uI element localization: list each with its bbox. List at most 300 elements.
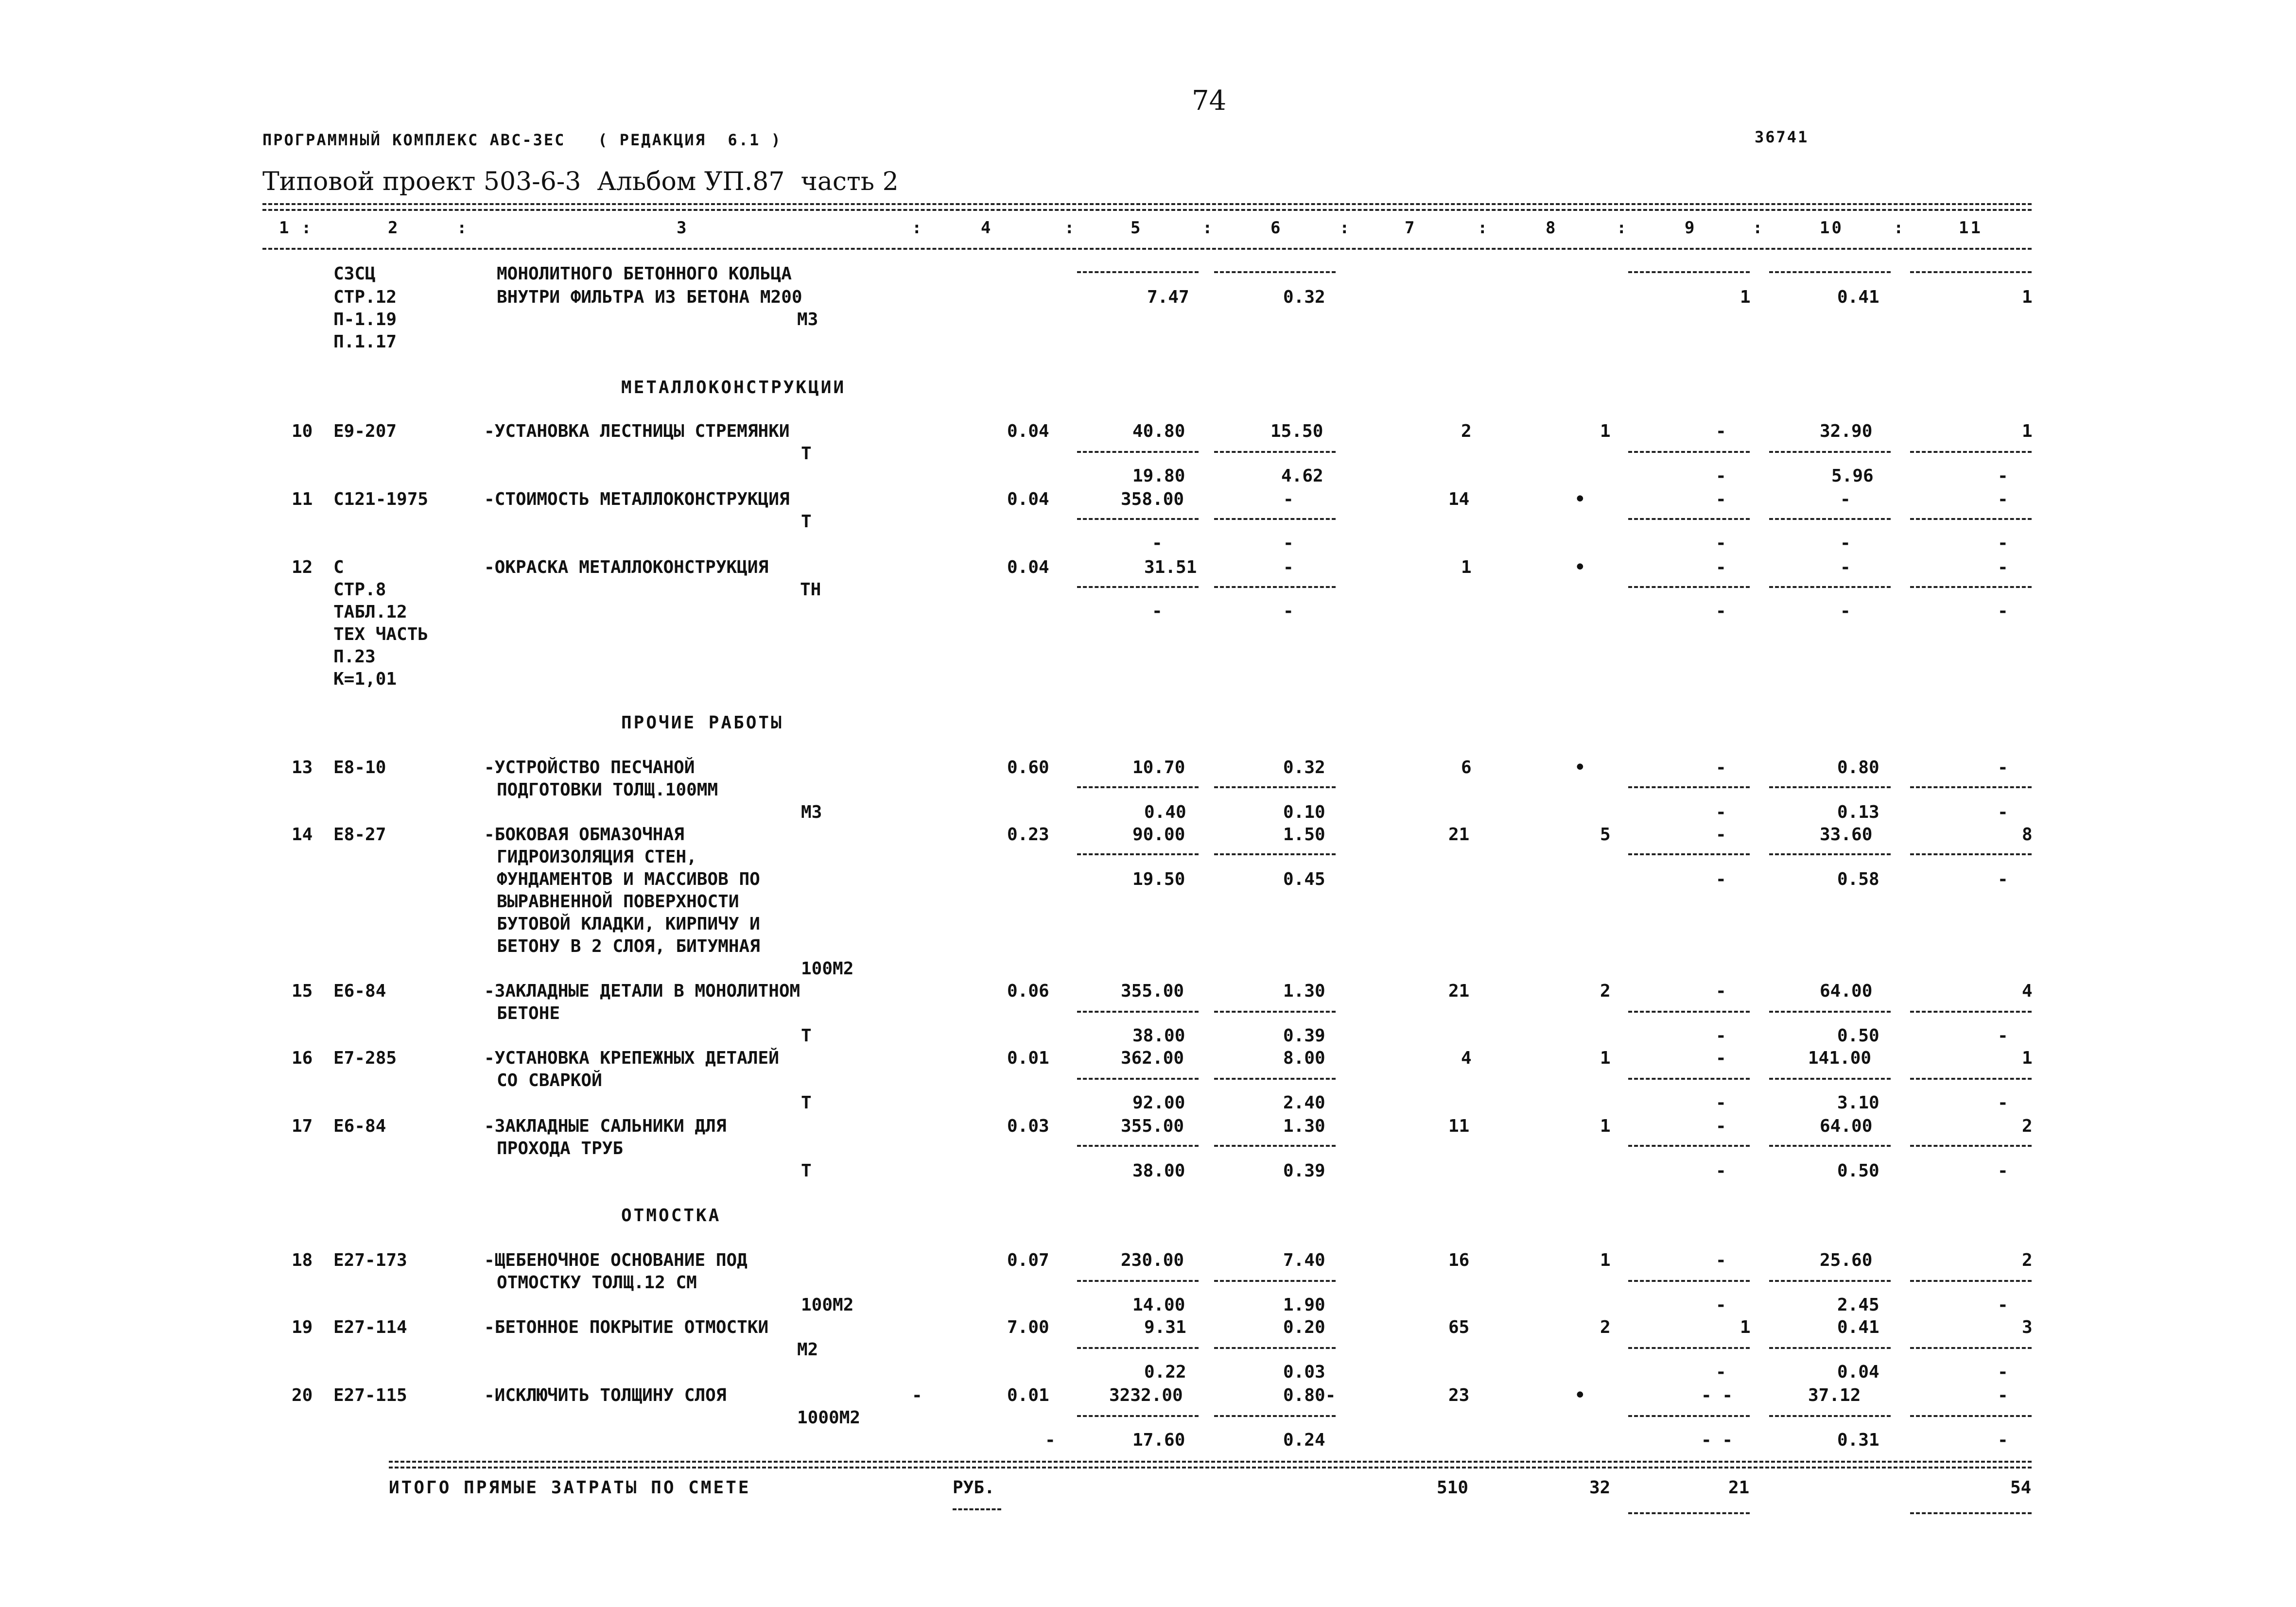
program-title: ПРОГРАММНЫЙ КОМПЛЕКС АВС-ЗЕС ( РЕДАКЦИЯ 6.1 ) — [262, 131, 782, 149]
cell: • — [1575, 557, 1585, 577]
cell: - — [1152, 533, 1163, 553]
cell: 0.04 — [1007, 557, 1049, 577]
document-code: 36741 — [1755, 128, 1809, 146]
cell-rule — [1628, 786, 1750, 788]
row-unit: 1000М2 — [797, 1408, 861, 1428]
total-unit: РУБ. — [953, 1478, 995, 1498]
cell: 7.40 — [1283, 1250, 1325, 1270]
row-description: -УСТАНОВКА ЛЕСТНИЦЫ СТРЕМЯНКИ — [484, 421, 790, 441]
row-number: 18 — [292, 1250, 313, 1270]
cell: • — [1575, 489, 1585, 509]
cell: 65 — [1448, 1317, 1470, 1337]
col-8: 8 — [1546, 218, 1558, 238]
cell-rule — [1910, 1415, 2032, 1417]
col-4: 4 — [981, 218, 993, 238]
cell: 10.70 — [1132, 758, 1185, 778]
cell: 2 — [1461, 421, 1472, 441]
cell: - — [1716, 1161, 1726, 1181]
cell-rule — [1628, 853, 1750, 855]
cell-rule — [1214, 1415, 1336, 1417]
col-7: 7 — [1405, 218, 1417, 238]
row-description: ПОДГОТОВКИ ТОЛЩ.100ММ — [497, 780, 718, 800]
cell: - — [1716, 1093, 1726, 1113]
cell: - — [1283, 601, 1294, 621]
col-1: 1 — [279, 218, 291, 238]
row-description: ОТМОСТКУ ТОЛЩ.12 СМ — [497, 1273, 697, 1293]
row-description: -СТОИМОСТЬ МЕТАЛЛОКОНСТРУКЦИЯ — [484, 489, 790, 509]
col-3: 3 — [677, 218, 689, 238]
cell: 1.30 — [1283, 1116, 1325, 1136]
header-top-rule-2 — [262, 209, 2032, 211]
cell-rule — [1910, 1347, 2032, 1349]
cell-rule — [1077, 1347, 1199, 1349]
cell-rule — [1769, 1347, 1891, 1349]
cell-rule — [1077, 1011, 1199, 1013]
row-code: СТР.8 — [333, 580, 386, 600]
section-heading: ПРОЧИЕ РАБОТЫ — [621, 713, 783, 733]
row-code: К=1,01 — [333, 669, 397, 689]
col-sep: : — [1064, 218, 1077, 238]
cell: 0.04 — [1007, 489, 1049, 509]
cell-rule — [1769, 451, 1891, 453]
cell: 0.20 — [1283, 1317, 1325, 1337]
cell: - — [1840, 489, 1851, 509]
cell: 17.60 — [1132, 1430, 1185, 1450]
project-title: Типовой проект 503-6-3 Альбом УП.87 часть 2 — [262, 167, 899, 196]
cell-rule — [1910, 1512, 2032, 1514]
row-description: -БОКОВАЯ ОБМАЗОЧНАЯ — [484, 825, 684, 845]
cell: 0.10 — [1283, 802, 1325, 822]
row-description: ВЫРАВНЕННОЙ ПОВЕРХНОСТИ — [497, 892, 739, 912]
cell-rule — [1769, 853, 1891, 855]
cell: 0.60 — [1007, 758, 1049, 778]
row-number: 14 — [292, 825, 313, 845]
cell-rule — [1910, 518, 2032, 520]
cell-rule — [1628, 1078, 1750, 1080]
cell: 2.45 — [1837, 1295, 1879, 1315]
cell-rule — [1077, 853, 1199, 855]
cell-rule — [1214, 853, 1336, 855]
cell: - — [1998, 869, 2008, 889]
cell: 11 — [1448, 1116, 1470, 1136]
cell: - — [1716, 1250, 1726, 1270]
cell: 1 — [2022, 287, 2033, 307]
cell: 92.00 — [1132, 1093, 1185, 1113]
col-sep: : — [1339, 218, 1352, 238]
cell: 19.80 — [1132, 466, 1185, 486]
row-description: БЕТОНЕ — [497, 1003, 560, 1023]
cell-rule — [1077, 1145, 1199, 1147]
row-number: 17 — [292, 1116, 313, 1136]
row-description: ПРОХОДА ТРУБ — [497, 1139, 624, 1158]
cell-rule — [1628, 271, 1750, 273]
cell: 64.00 — [1820, 981, 1873, 1001]
cell: 4.62 — [1281, 466, 1323, 486]
row-unit: М3 — [797, 310, 818, 329]
cell: 2.40 — [1283, 1093, 1325, 1113]
row-description: ВНУТРИ ФИЛЬТРА ИЗ БЕТОНА М200 — [497, 287, 802, 307]
cell-rule — [1769, 1011, 1891, 1013]
total-cell: 32 — [1589, 1478, 1611, 1498]
cell: - — [1998, 489, 2008, 509]
cell-rule — [1910, 586, 2032, 588]
cell: - — [1716, 557, 1726, 577]
cell: - — [1998, 533, 2008, 553]
cell: - — [1716, 601, 1726, 621]
cell: 0.80- — [1283, 1385, 1336, 1405]
cell: 7.00 — [1007, 1317, 1049, 1337]
row-number: 16 — [292, 1048, 313, 1068]
row-unit: Т — [801, 1026, 812, 1046]
cell: 23 — [1448, 1385, 1470, 1405]
cell: 8.00 — [1283, 1048, 1325, 1068]
col-11: 11 — [1959, 218, 1983, 238]
cell: - — [1283, 557, 1294, 577]
row-description: -БЕТОННОЕ ПОКРЫТИЕ ОТМОСТКИ — [484, 1317, 769, 1337]
cell: 19.50 — [1132, 869, 1185, 889]
cell: 0.03 — [1007, 1116, 1049, 1136]
cell: 31.51 — [1144, 557, 1197, 577]
cell: 0.40 — [1144, 802, 1186, 822]
cell: 40.80 — [1132, 421, 1185, 441]
row-code: ТЕХ ЧАСТЬ — [333, 624, 429, 644]
cell: 4 — [2022, 981, 2033, 1001]
totals-rule — [389, 1461, 2032, 1463]
row-number: 15 — [292, 981, 313, 1001]
cell: - — [1716, 533, 1726, 553]
row-unit: Т — [801, 1093, 812, 1113]
cell: - — [1998, 557, 2008, 577]
cell: 0.58 — [1837, 869, 1879, 889]
row-unit: М2 — [797, 1340, 818, 1360]
cell-rule — [1910, 853, 2032, 855]
cell: 0.04 — [1837, 1362, 1879, 1382]
cell-rule — [1077, 451, 1199, 453]
cell: 358.00 — [1121, 489, 1184, 509]
cell: - — [1998, 601, 2008, 621]
cell-rule — [1077, 518, 1199, 520]
cell: 21 — [1448, 981, 1470, 1001]
cell: 3.10 — [1837, 1093, 1879, 1113]
cell: - — [1840, 533, 1851, 553]
cell: - — [1998, 1026, 2008, 1046]
col-10: 10 — [1820, 218, 1844, 238]
cell: 0.39 — [1283, 1026, 1325, 1046]
cell: 1 — [1600, 421, 1611, 441]
cell: 38.00 — [1132, 1026, 1185, 1046]
cell: - — [1716, 1362, 1726, 1382]
row-code: Е9-207 — [333, 421, 397, 441]
cell: 0.03 — [1283, 1362, 1325, 1382]
header-top-rule — [262, 203, 2032, 205]
cell: - - — [1701, 1430, 1733, 1450]
row-description: -ЗАКЛАДНЫЕ ДЕТАЛИ В МОНОЛИТНОМ — [484, 981, 800, 1001]
cell: 7.47 — [1147, 287, 1189, 307]
row-description: -ЗАКЛАДНЫЕ САЛЬНИКИ ДЛЯ — [484, 1116, 727, 1136]
row-code: СЗСЦ — [333, 264, 376, 284]
cell: - — [1716, 466, 1726, 486]
cell-rule — [1910, 1078, 2032, 1080]
cell-rule — [1214, 1011, 1336, 1013]
cell: 1 — [1740, 287, 1751, 307]
row-code: ТАБЛ.12 — [333, 602, 407, 622]
cell: - — [1998, 758, 2008, 778]
cell: - — [1840, 601, 1851, 621]
cell: 25.60 — [1820, 1250, 1873, 1270]
cell: 9.31 — [1144, 1317, 1186, 1337]
cell-rule — [1628, 518, 1750, 520]
row-description: ФУНДАМЕНТОВ И МАССИВОВ ПО — [497, 869, 760, 889]
cell: - — [1716, 802, 1726, 822]
cell-rule — [1769, 1145, 1891, 1147]
row-code: Е27-114 — [333, 1317, 407, 1337]
cell: 3232.00 — [1109, 1385, 1183, 1405]
cell: 0.07 — [1007, 1250, 1049, 1270]
row-code: С — [333, 557, 344, 577]
cell-rule — [1214, 786, 1336, 788]
section-heading: МЕТАЛЛОКОНСТРУКЦИИ — [621, 378, 846, 397]
cell: - — [912, 1385, 922, 1405]
cell: 0.24 — [1283, 1430, 1325, 1450]
cell: 0.04 — [1007, 421, 1049, 441]
total-cell: 21 — [1728, 1478, 1750, 1498]
cell-rule — [1077, 586, 1199, 588]
cell-rule — [1214, 586, 1336, 588]
cell: • — [1575, 1385, 1585, 1405]
row-unit: ТН — [800, 580, 821, 600]
totals-rule-2 — [389, 1467, 2032, 1469]
cell-rule — [1769, 1078, 1891, 1080]
col-sep: : — [1617, 218, 1629, 238]
cell-rule — [1769, 518, 1891, 520]
cell: 1 — [1600, 1250, 1611, 1270]
cell: - — [1998, 466, 2008, 486]
cell: - — [1283, 533, 1294, 553]
cell: - — [1998, 1385, 2008, 1405]
cell-rule — [1769, 786, 1891, 788]
cell: 2 — [1600, 981, 1611, 1001]
cell: - — [1998, 1430, 2008, 1450]
cell-rule — [1628, 451, 1750, 453]
cell: 14 — [1448, 489, 1470, 509]
row-code: Е8-27 — [333, 825, 386, 845]
cell: 2 — [2022, 1250, 2033, 1270]
cell-rule — [1628, 1415, 1750, 1417]
cell-rule — [1769, 271, 1891, 273]
row-unit: М3 — [801, 802, 822, 822]
cell: 8 — [2022, 825, 2033, 845]
row-unit: 100М2 — [801, 959, 854, 979]
cell-rule — [1214, 1347, 1336, 1349]
row-unit: Т — [801, 1161, 812, 1181]
cell: - — [1998, 1362, 2008, 1382]
row-number: 11 — [292, 489, 313, 509]
cell: 1 — [1600, 1048, 1611, 1068]
row-description: -УСТРОЙСТВО ПЕСЧАНОЙ — [484, 758, 695, 778]
cell: - — [1283, 489, 1294, 509]
cell-rule — [1214, 518, 1336, 520]
cell: 0.32 — [1283, 287, 1325, 307]
row-unit: 100М2 — [801, 1295, 854, 1315]
cell: 14.00 — [1132, 1295, 1185, 1315]
row-unit: Т — [801, 512, 812, 532]
cell: - — [1998, 1093, 2008, 1113]
cell: 1 — [1461, 557, 1472, 577]
row-description: БЕТОНУ В 2 СЛОЯ, БИТУМНАЯ — [497, 936, 760, 956]
row-code: Е6-84 — [333, 981, 386, 1001]
cell: 5.96 — [1831, 466, 1874, 486]
cell: 362.00 — [1121, 1048, 1184, 1068]
cell-rule — [1077, 1280, 1199, 1282]
cell-rule — [1910, 271, 2032, 273]
cell-rule — [1910, 1145, 2032, 1147]
cell-rule — [1910, 1280, 2032, 1282]
row-description: СО СВАРКОЙ — [497, 1071, 602, 1090]
cell: - — [1716, 1116, 1726, 1136]
row-description: БУТОВОЙ КЛАДКИ, КИРПИЧУ И — [497, 914, 760, 934]
cell-rule — [1769, 586, 1891, 588]
cell: - — [1716, 421, 1726, 441]
total-cell: 54 — [2010, 1478, 2032, 1498]
cell: 0.50 — [1837, 1026, 1879, 1046]
row-number: 19 — [292, 1317, 313, 1337]
col-sep: : — [301, 218, 313, 238]
cell: 1 — [1740, 1317, 1751, 1337]
cell: 0.45 — [1283, 869, 1325, 889]
cell: 3 — [2022, 1317, 2033, 1337]
cell-rule — [1628, 1347, 1750, 1349]
cell: - — [1716, 869, 1726, 889]
cell: 1.90 — [1283, 1295, 1325, 1315]
cell-rule — [1214, 1280, 1336, 1282]
page-number: 74 — [1192, 85, 1227, 117]
cell: 0.39 — [1283, 1161, 1325, 1181]
cell: 355.00 — [1121, 1116, 1184, 1136]
cell-rule — [1769, 1415, 1891, 1417]
cell-rule — [1628, 1145, 1750, 1147]
row-code: С121-1975 — [333, 489, 429, 509]
cell: - — [1716, 981, 1726, 1001]
cell: 1.50 — [1283, 825, 1325, 845]
cell-rule — [1214, 451, 1336, 453]
cell: - — [1840, 557, 1851, 577]
col-6: 6 — [1270, 218, 1283, 238]
cell: - — [1998, 1161, 2008, 1181]
cell-rule — [1628, 586, 1750, 588]
cell: 21 — [1448, 825, 1470, 845]
cell: 1 — [2022, 421, 2033, 441]
row-code: Е27-115 — [333, 1385, 407, 1405]
total-cell: 510 — [1437, 1478, 1469, 1498]
cell: - — [1998, 802, 2008, 822]
col-2: 2 — [388, 218, 400, 238]
cell: 33.60 — [1820, 825, 1873, 845]
cell: 0.32 — [1283, 758, 1325, 778]
cell: 0.41 — [1837, 1317, 1879, 1337]
section-heading: ОТМОСТКА — [621, 1206, 721, 1226]
row-unit: Т — [801, 444, 812, 464]
cell: - — [1716, 1048, 1726, 1068]
row-description: -ЩЕБЕНОЧНОЕ ОСНОВАНИЕ ПОД — [484, 1250, 748, 1270]
cell: 38.00 — [1132, 1161, 1185, 1181]
cell: 2 — [2022, 1116, 2033, 1136]
cell-rule — [1628, 1512, 1750, 1514]
cell: 355.00 — [1121, 981, 1184, 1001]
cell: - — [1716, 825, 1726, 845]
row-code: П.1.17 — [333, 332, 397, 352]
cell-rule — [1910, 786, 2032, 788]
cell: - — [1998, 1295, 2008, 1315]
row-description: -УСТАНОВКА КРЕПЕЖНЫХ ДЕТАЛЕЙ — [484, 1048, 779, 1068]
row-number: 10 — [292, 421, 313, 441]
cell-rule — [1077, 271, 1199, 273]
cell-rule — [1628, 1280, 1750, 1282]
cell-rule — [1910, 1011, 2032, 1013]
cell: 0.22 — [1144, 1362, 1186, 1382]
row-description: -ОКРАСКА МЕТАЛЛОКОНСТРУКЦИЯ — [484, 557, 769, 577]
row-code: Е27-173 — [333, 1250, 407, 1270]
cell-rule — [1769, 1280, 1891, 1282]
cell: 15.50 — [1270, 421, 1323, 441]
col-sep: : — [912, 218, 924, 238]
cell: 0.06 — [1007, 981, 1049, 1001]
cell: 230.00 — [1121, 1250, 1184, 1270]
cell: 0.80 — [1837, 758, 1879, 778]
cell: 141.00 — [1808, 1048, 1872, 1068]
cell-rule — [1077, 1078, 1199, 1080]
cell-rule — [1214, 1078, 1336, 1080]
col-sep: : — [1753, 218, 1765, 238]
total-label: ИТОГО ПРЯМЫЕ ЗАТРАТЫ ПО СМЕТЕ — [389, 1478, 751, 1498]
col-sep: : — [1202, 218, 1215, 238]
header-bottom-rule — [262, 248, 2032, 250]
cell: 0.41 — [1837, 287, 1879, 307]
row-code: Е7-285 — [333, 1048, 397, 1068]
row-description: МОНОЛИТНОГО БЕТОННОГО КОЛЬЦА — [497, 264, 792, 284]
cell: 0.01 — [1007, 1048, 1049, 1068]
cell: 1 — [2022, 1048, 2033, 1068]
cell: - — [1716, 1026, 1726, 1046]
row-number: 20 — [292, 1385, 313, 1405]
cell: 64.00 — [1820, 1116, 1873, 1136]
cell: 1.30 — [1283, 981, 1325, 1001]
cell-rule — [1077, 1415, 1199, 1417]
row-description: -ИСКЛЮЧИТЬ ТОЛЩИНУ СЛОЯ — [484, 1385, 727, 1405]
cell: - — [1045, 1430, 1056, 1450]
cell: 0.01 — [1007, 1385, 1049, 1405]
cell: 32.90 — [1820, 421, 1873, 441]
row-code: Е6-84 — [333, 1116, 386, 1136]
cell-rule — [1628, 1011, 1750, 1013]
row-code: П.23 — [333, 647, 376, 667]
cell-rule — [1077, 786, 1199, 788]
col-9: 9 — [1685, 218, 1697, 238]
cell-rule — [1214, 1145, 1336, 1147]
col-sep: : — [457, 218, 469, 238]
cell: 6 — [1461, 758, 1472, 778]
cell: 4 — [1461, 1048, 1472, 1068]
cell-rule — [1910, 451, 2032, 453]
cell: 16 — [1448, 1250, 1470, 1270]
cell: - — [1152, 601, 1163, 621]
cell: 0.31 — [1837, 1430, 1879, 1450]
row-code: П-1.19 — [333, 310, 397, 329]
cell: - — [1716, 1295, 1726, 1315]
row-code: Е8-10 — [333, 758, 386, 778]
row-code: СТР.12 — [333, 287, 397, 307]
cell: - — [1716, 489, 1726, 509]
col-sep: : — [1478, 218, 1490, 238]
